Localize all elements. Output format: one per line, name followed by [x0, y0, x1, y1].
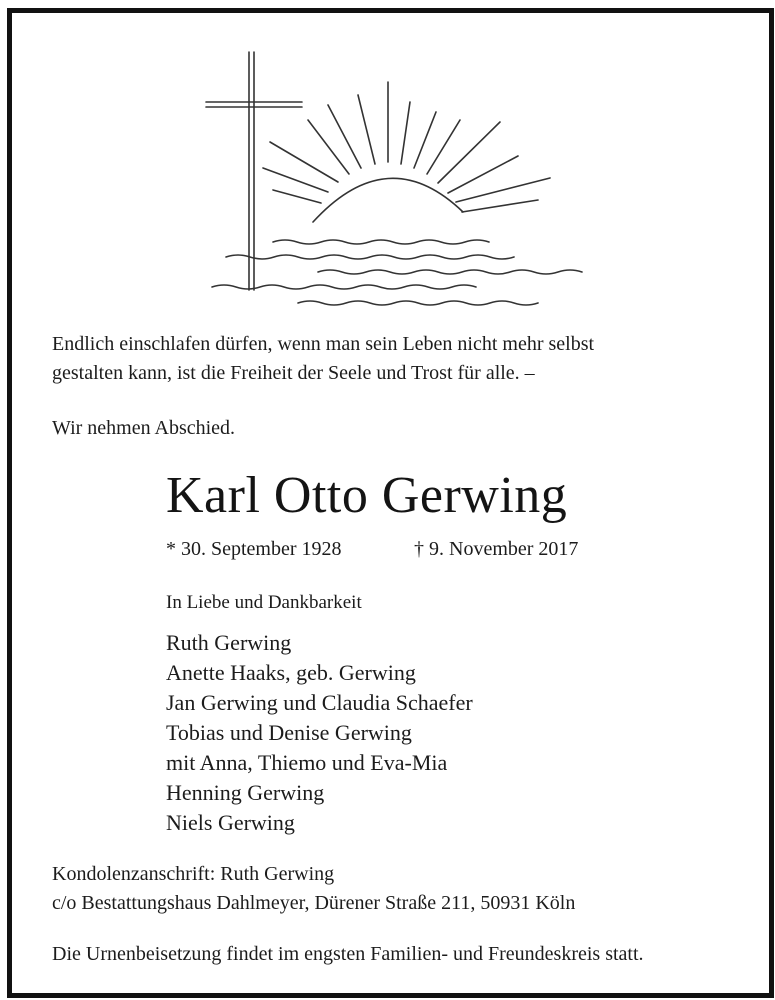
sun-ray	[462, 200, 538, 212]
sun-ray	[438, 122, 500, 183]
sun-ray	[273, 190, 321, 203]
water-wave	[273, 240, 489, 244]
water-wave	[226, 255, 514, 259]
burial-note: Die Urnenbeisetzung findet im engsten Familien- und Freundeskreis statt.	[52, 943, 644, 965]
mourner-name: Niels Gerwing	[166, 810, 295, 835]
water-wave	[318, 270, 582, 274]
mourner-name: Anette Haaks, geb. Gerwing	[166, 660, 416, 685]
death-date: † 9. November 2017	[414, 538, 579, 560]
sun-ray	[263, 168, 328, 192]
sun-ray	[448, 156, 518, 193]
mourner-name: mit Anna, Thiemo und Eva-Mia	[166, 750, 448, 775]
dedication-text: In Liebe und Dankbarkeit	[166, 592, 362, 613]
sun-ray	[414, 112, 436, 168]
cross-sunset-icon	[198, 50, 598, 320]
quote-line: gestalten kann, ist die Freiheit der Seele und Trost für alle. –	[52, 362, 535, 384]
sun-arc	[313, 178, 463, 222]
mourner-name: Tobias und Denise Gerwing	[166, 720, 412, 745]
water-wave	[298, 301, 538, 305]
birth-date: * 30. September 1928	[166, 538, 342, 560]
condolence-line: Kondolenzanschrift: Ruth Gerwing	[52, 863, 335, 885]
mourner-name: Jan Gerwing und Claudia Schaefer	[166, 690, 473, 715]
cross-sunset-emblem	[198, 50, 598, 320]
deceased-name: Karl Otto Gerwing	[166, 467, 568, 524]
mourner-name: Ruth Gerwing	[166, 630, 292, 655]
mourners-list	[166, 628, 473, 838]
water-wave	[212, 285, 476, 289]
quote	[52, 330, 732, 388]
condolence-address	[52, 860, 575, 918]
mourner-name: Henning Gerwing	[166, 780, 325, 805]
sun-ray	[308, 120, 349, 174]
sun-ray	[401, 102, 410, 164]
condolence-line: c/o Bestattungshaus Dahlmeyer, Dürener Straße 211, 50931 Köln	[52, 892, 576, 914]
farewell-text: Wir nehmen Abschied.	[52, 417, 236, 439]
sun-ray	[328, 105, 361, 168]
quote-line: Endlich einschlafen dürfen, wenn man sein Leben nicht mehr selbst	[52, 333, 595, 355]
sun-ray	[358, 95, 375, 164]
sun-ray	[270, 142, 338, 182]
